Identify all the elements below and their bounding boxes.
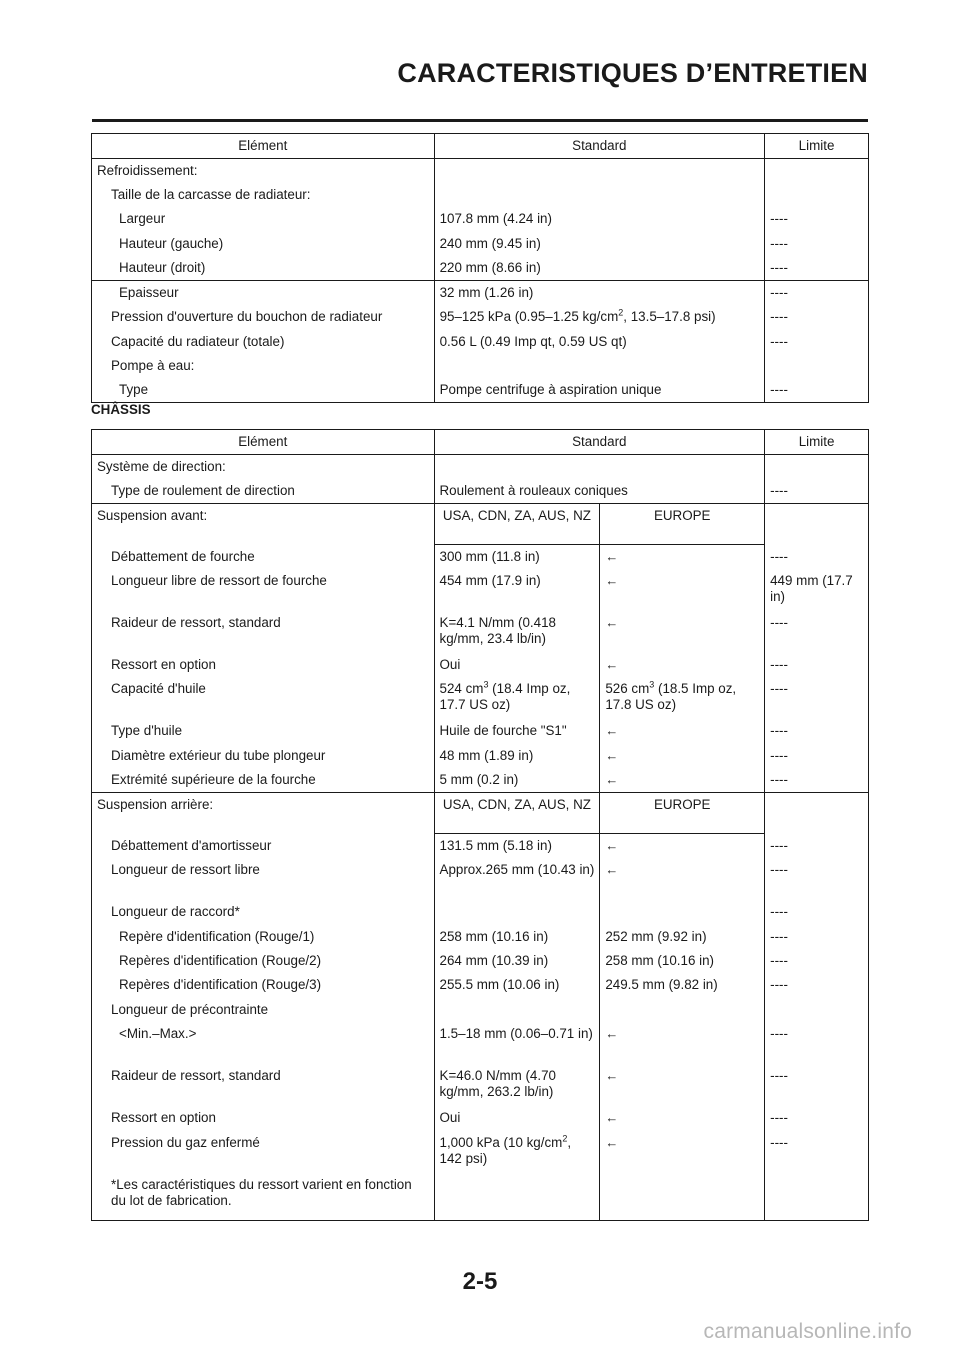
column-header-element: Elément [92,134,435,159]
table-row: Suspension arrière: USA, CDN, ZA, AUS, NZ EUROPE [92,793,869,834]
table-row: Pompe à eau: [92,354,869,378]
same-as-left-arrow: ← [600,545,765,570]
same-as-left-arrow: ← [600,611,765,653]
table-row: Repère d'identification (Rouge/1) 258 mm (10.16 in) 252 mm (9.92 in) ---- [92,925,869,949]
table-row: Raideur de ressort, standard K=4.1 N/mm (0.418 kg/mm, 23.4 lb/in) ← ---- [92,611,869,653]
column-header-limit: Limite [765,430,869,455]
table-row: Capacité d'huile 524 $cm^3$ (18.4 Imp oz, 17.7 US oz) 526 $cm^3$ (18.5 Imp oz, 17.8 US oz) ---- [92,677,869,719]
table-row: Taille de la carcasse de radiateur: [92,183,869,207]
column-header-standard: Standard [434,134,765,159]
chassis-spec-table [91,429,869,1221]
table-row: Epaisseur 32 mm (1.26 in) ---- [92,281,869,306]
same-as-left-arrow: ← [600,1022,765,1064]
same-as-left-arrow: ← [600,1131,765,1173]
table-row: Repères d'identification (Rouge/3) 255.5 mm (10.06 in) 249.5 mm (9.82 in) ---- [92,973,869,997]
same-as-left-arrow: ← [600,569,765,611]
same-as-left-arrow: ← [600,744,765,768]
table-row: Pression d'ouverture du bouchon de radiateur 95–125 kPa (0.95–1.25 $kg/cm^2$, 13.5–17.8 psi) ---- [92,305,869,329]
same-as-left-arrow: ← [600,1106,765,1130]
same-as-left-arrow: ← [600,719,765,743]
table-row: Débattement d'amortisseur 131.5 mm (5.18 in) ← ---- [92,834,869,859]
table-row: Longueur de raccord* ---- [92,900,869,924]
table-row: Largeur 107.8 mm (4.24 in) ---- [92,207,869,231]
page-number: 2-5 [462,1268,498,1295]
table-row: Débattement de fourche 300 mm (11.8 in) ← ---- [92,545,869,570]
column-header-element: Elément [92,430,435,455]
section-heading-chassis: CHÂSSIS [91,402,151,417]
table-row [92,1173,869,1221]
same-as-left-arrow: ← [600,858,765,900]
table-row: Capacité du radiateur (totale) 0.56 L (0.49 Imp qt, 0.59 US qt) ---- [92,330,869,354]
table-row: Hauteur (droit) 220 mm (8.66 in) ---- [92,256,869,281]
table-row: Diamètre extérieur du tube plongeur 48 mm (1.89 in) ← ---- [92,744,869,768]
table-row: Type d'huile Huile de fourche "S1" ← ---- [92,719,869,743]
title-rule [92,119,868,122]
cooling-spec-table [91,133,869,403]
same-as-left-arrow: ← [600,768,765,793]
same-as-left-arrow: ← [600,653,765,677]
same-as-left-arrow: ← [600,1064,765,1106]
page-title: CARACTERISTIQUES D’ENTRETIEN [397,58,868,88]
table-row: Extrémité supérieure de la fourche 5 mm (0.2 in) ← ---- [92,768,869,793]
table-row: Refroidissement: [92,159,869,184]
table-row: Longueur de précontrainte [92,998,869,1022]
footnote: *Les caractéristiques du ressort varient en fonction du lot de fabrication. [92,1173,435,1221]
column-header-limit: Limite [765,134,869,159]
table-row: Type Pompe centrifuge à aspiration unique ---- [92,378,869,403]
table-row: Hauteur (gauche) 240 mm (9.45 in) ---- [92,232,869,256]
table-row: <Min.–Max.> 1.5–18 mm (0.06–0.71 in) ← ---- [92,1022,869,1064]
watermark: carmanualsonline.info [703,1320,912,1343]
table-row: Longueur libre de ressort de fourche 454 mm (17.9 in) ← 449 mm (17.7 in) [92,569,869,611]
table-row: Repères d'identification (Rouge/2) 264 mm (10.39 in) 258 mm (10.16 in) ---- [92,949,869,973]
table-row: Ressort en option Oui ← ---- [92,1106,869,1130]
same-as-left-arrow: ← [600,834,765,859]
table-row: Longueur de ressort libre Approx.265 mm (10.43 in) ← ---- [92,858,869,900]
table-row: Suspension avant: USA, CDN, ZA, AUS, NZ EUROPE [92,504,869,545]
table-row: Ressort en option Oui ← ---- [92,653,869,677]
table-row: Pression du gaz enfermé 1,000 kPa (10 $kg/cm^2$, 142 psi) ← ---- [92,1131,869,1173]
table-row: Raideur de ressort, standard K=46.0 N/mm (4.70 kg/mm, 263.2 lb/in) ← ---- [92,1064,869,1106]
table-row: Type de roulement de direction Roulement à rouleaux coniques ---- [92,479,869,504]
column-header-standard: Standard [434,430,765,455]
table-row: Système de direction: [92,455,869,480]
